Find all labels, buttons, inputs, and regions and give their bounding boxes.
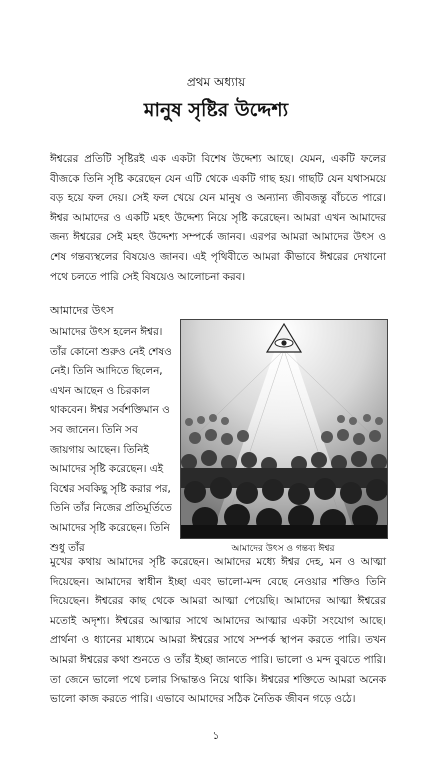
section-side-text: আমাদের উৎস হলেন ঈশ্বর। তাঁর কোনো শুরুও নেই শেষও নেই। তিনি আদিতে ছিলেন, এখন আছেন ও চিরকাল থাকবেন। ঈশ্বর সর্বশক্তিমান ও সব জানেন। তিনি সব জায়গায় আছেন। তিনিই আমাদের সৃষ্টি করেছেন। এই বিশ্বের সবকিছু সৃষ্টি করার পর, তিনি তাঁর নিজের প্রতিমূর্তিতে আমাদের সৃষ্টি করেছেন। তিনি শুধু তাঁর xyxy=(50,326,172,554)
section-continued-text: মুখের কথায় আমাদের সৃষ্টি করেছেন। আমাদের মধ্যে ঈশ্বর দেহ, মন ও আত্মা দিয়েছেন। আমাদের স্বাধীন ইচ্ছা এবং ভালো-মন্দ বেছে নেওয়ার শক্তিও তিনি দিয়েছেন। ঈশ্বরের কাছ থেকে আমরা আত্মা পেয়েছি। আমাদের আত্মা ঈশ্বরের মতোই অদৃশ্য। ঈশ্বরের আত্মার সাথে আমাদের আত্মার একটা সংযোগ আছে। প্রার্থনা ও ধ্যানের মাধ্যমে আমরা ঈশ্বরের সাথে সম্পর্ক স্থাপন করতে পারি। তখন আমরা ঈশ্বরের কথা শুনতে ও তাঁর ইচ্ছা জানতে পারি। ভালো ও মন্দ বুঝতে পারি। তা জেনে ভালো পথে চলার সিদ্ধান্তও নিয়ে থাকি। ঈশ্বরের শক্তিতে আমরা অনেক ভালো কাজ করতে পারি। এভাবে আমাদের সঠিক নৈতিক জীবন গড়ে ওঠে। xyxy=(50,556,386,706)
crowd-illustration xyxy=(180,319,388,539)
figure-caption: আমাদের উৎস ও গন্তব্য ঈশ্বর xyxy=(231,544,335,554)
page-number: ১ xyxy=(212,729,220,742)
intro-paragraph: ঈশ্বরের প্রতিটি সৃষ্টিরই এক একটা বিশেষ উদ্দেশ্য আছে। যেমন, একটি ফলের বীজকে তিনি সৃষ্টি করেছেন যেন এটি থেকে একটি গাছ হয়। গাছটি যেন যথাসময়ে বড় হয়ে ফল দেয়। সেই ফল খেয়ে যেন মানুষ ও অন্যান্য জীবজন্তু বাঁচতে পারে। ঈশ্বর আমাদের ও একটি মহৎ উদ্দেশ্য নিয়ে সৃষ্টি করেছেন। আমরা এখন আমাদের জন্য ঈশ্বরের সেই মহৎ উদ্দেশ্য সম্পর্কে জানব। এরপর আমরা আমাদের উৎস ও শেষ গন্তব্যস্থলের বিষয়েও জানব। এই পৃথিবীতে আমরা কীভাবে ঈশ্বরের দেখানো পথে চলতে পারি সেই বিষয়েও আলোচনা করব। xyxy=(50,153,386,283)
section-heading: আমাদের উৎস xyxy=(50,304,114,317)
chapter-label: প্রথম অধ্যায় xyxy=(186,75,246,89)
chapter-title: মানুষ সৃষ্টির উদ্দেশ্য xyxy=(143,99,289,121)
